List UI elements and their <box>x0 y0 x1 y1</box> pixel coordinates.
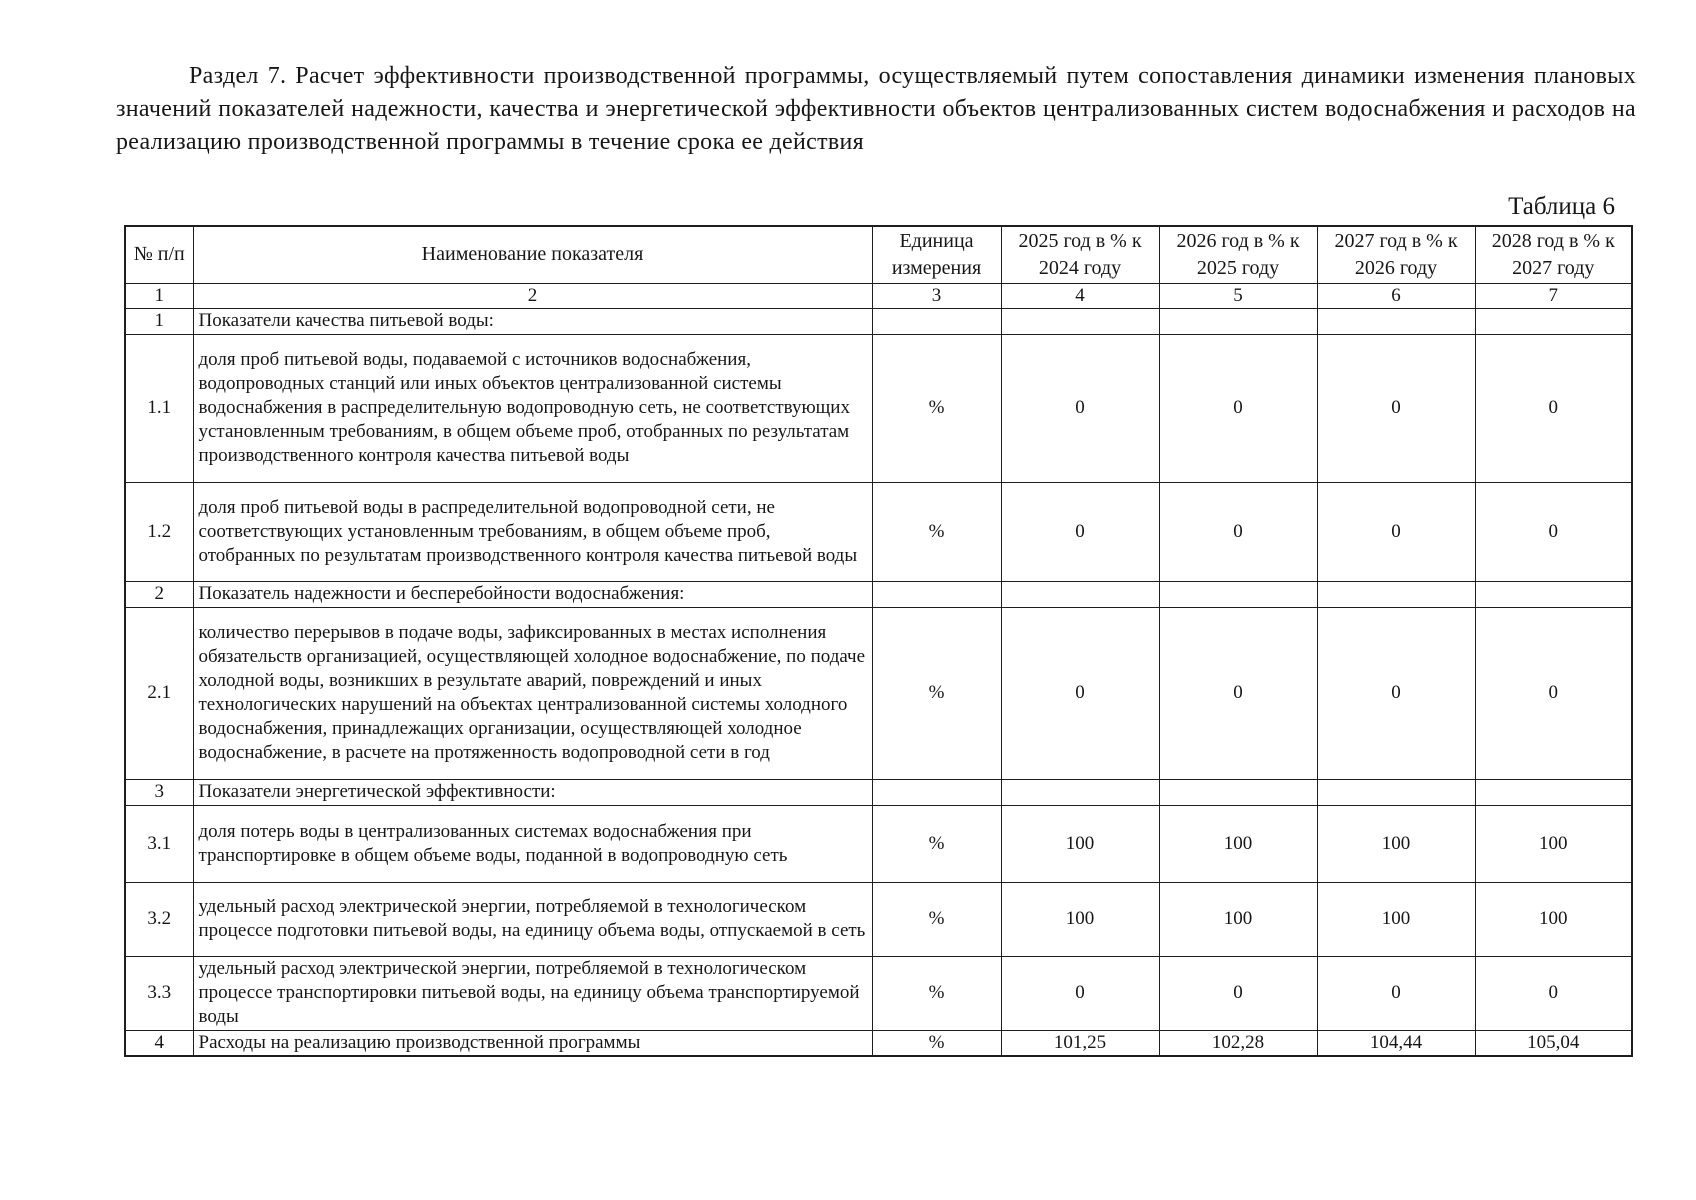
col-header-2025: 2025 год в % к 2024 году <box>1001 226 1159 283</box>
row-num: 1.1 <box>125 334 193 482</box>
col-header-name: Наименование показателя <box>193 226 872 283</box>
header-row <box>125 226 1632 283</box>
column-index-row <box>125 283 1632 308</box>
row-value-2028: 100 <box>1475 805 1632 882</box>
table-row <box>125 1030 1632 1056</box>
row-value-2027: 100 <box>1317 805 1475 882</box>
row-value-2025 <box>1001 581 1159 607</box>
row-value-2025 <box>1001 779 1159 805</box>
row-value-2025: 0 <box>1001 607 1159 779</box>
table-row <box>125 956 1632 1030</box>
row-name: Показатели качества питьевой воды: <box>193 308 872 334</box>
row-value-2027: 100 <box>1317 882 1475 956</box>
row-value-2026: 100 <box>1159 882 1317 956</box>
row-name: Расходы на реализацию производственной программы <box>193 1030 872 1056</box>
row-name: удельный расход электрической энергии, потребляемой в технологическом процессе транспортировки питьевой воды, на единицу объема транспортируемой воды <box>193 956 872 1030</box>
row-unit <box>872 308 1001 334</box>
row-value-2026: 0 <box>1159 482 1317 581</box>
row-value-2028: 0 <box>1475 956 1632 1030</box>
row-num: 4 <box>125 1030 193 1056</box>
col-index: 7 <box>1475 283 1632 308</box>
table-row <box>125 581 1632 607</box>
table-row <box>125 308 1632 334</box>
row-unit: % <box>872 805 1001 882</box>
row-unit: % <box>872 1030 1001 1056</box>
row-value-2028 <box>1475 581 1632 607</box>
row-name: доля проб питьевой воды, подаваемой с источников водоснабжения, водопроводных станций или иных объектов централизованной системы водоснабжения в распределительную водопроводную сеть, не соответствующих установленным требованиям, в общем объеме проб, отобранных по результатам производственного контроля качества питьевой воды <box>193 334 872 482</box>
row-unit <box>872 779 1001 805</box>
row-value-2025: 0 <box>1001 334 1159 482</box>
efficiency-table <box>124 225 1633 1057</box>
row-unit: % <box>872 956 1001 1030</box>
col-header-unit: Единица измерения <box>872 226 1001 283</box>
row-value-2025 <box>1001 308 1159 334</box>
row-num: 3.2 <box>125 882 193 956</box>
row-value-2026: 102,28 <box>1159 1030 1317 1056</box>
row-name: удельный расход электрической энергии, потребляемой в технологическом процессе подготовки питьевой воды, на единицу объема воды, отпускаемой в сеть <box>193 882 872 956</box>
row-unit: % <box>872 882 1001 956</box>
row-value-2027: 0 <box>1317 334 1475 482</box>
row-value-2026: 0 <box>1159 956 1317 1030</box>
row-value-2026 <box>1159 581 1317 607</box>
col-index: 2 <box>193 283 872 308</box>
row-unit: % <box>872 607 1001 779</box>
col-index: 1 <box>125 283 193 308</box>
table-caption: Таблица 6 <box>1508 193 1615 220</box>
row-value-2025: 100 <box>1001 882 1159 956</box>
section-heading: Раздел 7. Расчет эффективности производственной программы, осуществляемый путем сопоставления динамики изменения плановых значений показателей надежности, качества и энергетической эффективности объектов централизованных систем водоснабжения и расходов на реализацию производственной программы в течение срока ее действия <box>116 63 1636 155</box>
table-row <box>125 607 1632 779</box>
row-value-2028 <box>1475 779 1632 805</box>
row-value-2028 <box>1475 308 1632 334</box>
col-header-2027: 2027 год в % к 2026 году <box>1317 226 1475 283</box>
row-name: количество перерывов в подаче воды, зафиксированных в местах исполнения обязательств организацией, осуществляющей холодное водоснабжение, по подаче холодной воды, возникших в результате аварий, повреждений и иных технологических нарушений на объектах централизованной системы холодного водоснабжения, принадлежащих организации, осуществляющей холодное водоснабжение, в расчете на протяженность водопроводной сети в год <box>193 607 872 779</box>
row-value-2028: 105,04 <box>1475 1030 1632 1056</box>
row-value-2026 <box>1159 779 1317 805</box>
row-num: 1 <box>125 308 193 334</box>
row-value-2028: 0 <box>1475 334 1632 482</box>
row-name: Показатель надежности и бесперебойности водоснабжения: <box>193 581 872 607</box>
table-row <box>125 805 1632 882</box>
row-value-2025: 101,25 <box>1001 1030 1159 1056</box>
row-name: доля проб питьевой воды в распределительной водопроводной сети, не соответствующих установленным требованиям, в общем объеме проб, отобранных по результатам производственного контроля качества питьевой воды <box>193 482 872 581</box>
row-unit <box>872 581 1001 607</box>
col-index: 5 <box>1159 283 1317 308</box>
row-value-2027: 104,44 <box>1317 1030 1475 1056</box>
row-value-2027 <box>1317 581 1475 607</box>
row-value-2027 <box>1317 308 1475 334</box>
row-value-2027: 0 <box>1317 956 1475 1030</box>
row-num: 1.2 <box>125 482 193 581</box>
row-unit: % <box>872 334 1001 482</box>
row-value-2027: 0 <box>1317 607 1475 779</box>
row-value-2026: 0 <box>1159 607 1317 779</box>
col-header-2026: 2026 год в % к 2025 году <box>1159 226 1317 283</box>
table-row <box>125 882 1632 956</box>
row-num: 3 <box>125 779 193 805</box>
row-value-2027 <box>1317 779 1475 805</box>
table-row <box>125 779 1632 805</box>
row-value-2028: 0 <box>1475 482 1632 581</box>
col-header-num: № п/п <box>125 226 193 283</box>
row-value-2026 <box>1159 308 1317 334</box>
row-value-2027: 0 <box>1317 482 1475 581</box>
row-value-2025: 0 <box>1001 956 1159 1030</box>
col-index: 3 <box>872 283 1001 308</box>
col-index: 6 <box>1317 283 1475 308</box>
col-index: 4 <box>1001 283 1159 308</box>
col-header-2028: 2028 год в % к 2027 году <box>1475 226 1632 283</box>
row-value-2026: 0 <box>1159 334 1317 482</box>
row-unit: % <box>872 482 1001 581</box>
row-value-2026: 100 <box>1159 805 1317 882</box>
row-num: 2 <box>125 581 193 607</box>
row-value-2025: 0 <box>1001 482 1159 581</box>
row-num: 3.1 <box>125 805 193 882</box>
row-name: Показатели энергетической эффективности: <box>193 779 872 805</box>
table-row <box>125 482 1632 581</box>
row-num: 3.3 <box>125 956 193 1030</box>
row-num: 2.1 <box>125 607 193 779</box>
row-value-2028: 100 <box>1475 882 1632 956</box>
row-name: доля потерь воды в централизованных системах водоснабжения при транспортировке в общем объеме воды, поданной в водопроводную сеть <box>193 805 872 882</box>
table-row <box>125 334 1632 482</box>
row-value-2025: 100 <box>1001 805 1159 882</box>
row-value-2028: 0 <box>1475 607 1632 779</box>
